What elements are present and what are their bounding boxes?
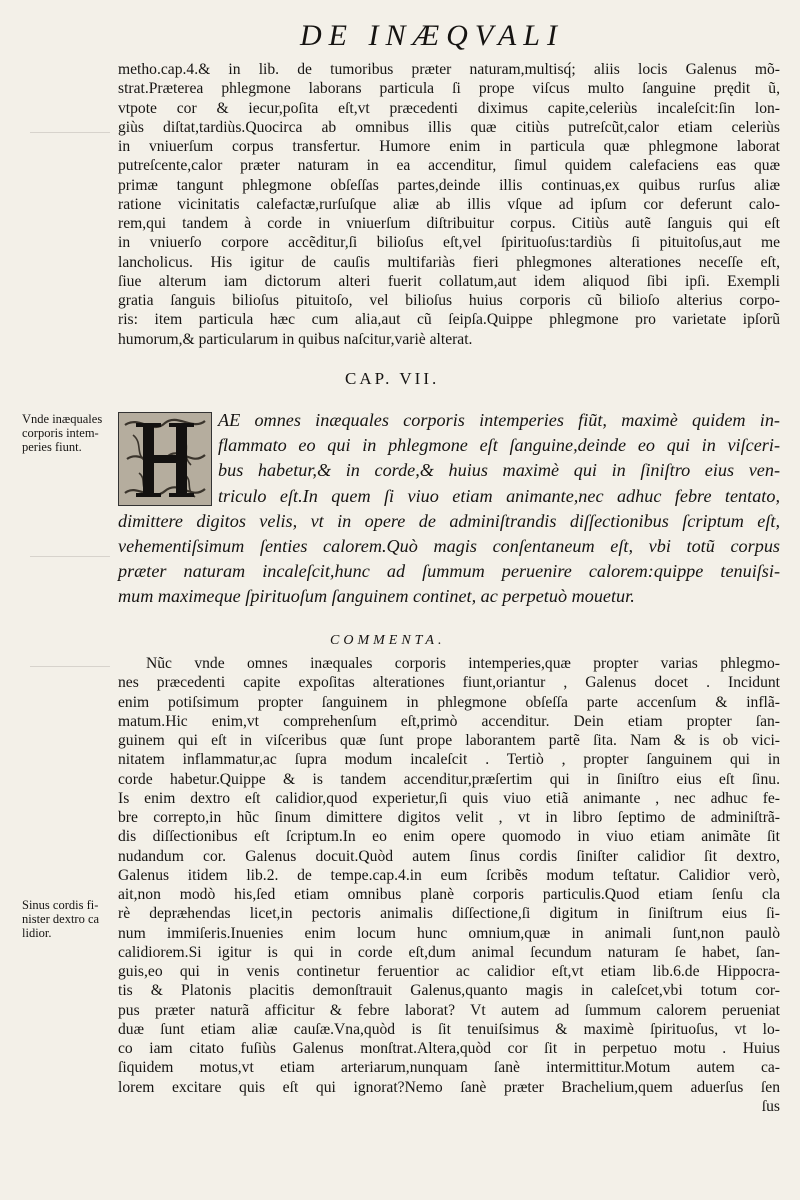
text-line: matum.Hic enim,vt comprehenſum eſt,primò accenditur. Dein etiam propter ſan- bbox=[118, 712, 780, 730]
margin-note-line: Vnde inæquales bbox=[22, 412, 103, 426]
text-line: in vniuerſum corpus transfertur. Humore enim in particula quæ phlegmone laborat bbox=[118, 138, 780, 155]
chapter-line: præter naturam incaleſcit,hunc ad ſummum peruenire calorem:quippe tenuiſsi- bbox=[118, 561, 780, 582]
text-line: strat.Præterea phlegmone laborans particula ſi prope viſcus multo ſanguine prędit ũ, bbox=[118, 80, 780, 98]
chapter-line: vehementiſsimum ſenties calorem.Quò magis conſentaneum eſt, vbi totũ corpus bbox=[118, 535, 780, 556]
text-line: gratia ſanguis bilioſus pituitoſo, vel bilioſus huius corporis cũ bilioſo alterius corpo- bbox=[118, 292, 780, 309]
text-line: ris: item particula hæc cum alia,aut cũ ſeipſa.Quippe phlegmone pro varietate ipſorũ bbox=[118, 311, 780, 329]
chapter-line: bus habetur,& in corde,& huius maximè qui in ſiniſtro eius ven- bbox=[218, 460, 780, 481]
decorated-initial-h-icon bbox=[118, 412, 212, 506]
text-line: nudandum cor. Galenus docuit.Quòd autem ſinus cordis ſiniſter calidior ſit dextro, bbox=[118, 847, 780, 865]
commentary-text bbox=[118, 654, 780, 1116]
text-line: calidiorem.Si igitur is qui in corde eſt,dum animal ſecundum naturam ſe habet, ſan- bbox=[118, 943, 780, 961]
text-line: humorum,& particularum in quibus naſcitur,variè alterat. bbox=[118, 330, 473, 348]
chapter-line: dimittere digitos velis, vt in opere de adminiſtrandis diſſectionibus ſcriptum eſt, bbox=[118, 510, 780, 531]
bleed-through bbox=[30, 556, 110, 597]
text-line: ratione vicinitatis calefactæ,rurſuſque aliæ ab illis vſque ad ipſum cor deferunt calo- bbox=[118, 195, 780, 213]
margin-note-2 bbox=[22, 898, 122, 940]
text-line: lancholicus. His igitur de cauſis multifariàs fieri phlegmones alterationes neceſſe eſt, bbox=[118, 253, 780, 271]
catchword: ſus bbox=[761, 1097, 780, 1115]
text-line: guis,eo qui in venis continetur feruentior ac calidior eſt,vt etiam lib.6.de Hippocra- bbox=[118, 963, 780, 980]
text-line: bre correpto,in hũc ſinum dimittere digitos velit , vt in libro ſeptimo de adminiſtrã- bbox=[118, 809, 780, 826]
text-line: guinem qui eſt in viſceribus quæ ſunt prope laborantem partẽ ſita. Nam & is ob vici- bbox=[118, 732, 780, 749]
text-line: nitatem inflammatur,ac ſupra modum incaleſcit . Tertiò , propter ſanguinem qui in bbox=[118, 751, 780, 769]
text-line: ſiue alterum iam dictorum alteri fuerit collatum,aut idem aliquod ſibi ipſi. Exempli bbox=[118, 272, 780, 290]
text-line: ait,non modò his,ſed etiam omnibus planè corporis particulis.Quod etiam ſenſu cla bbox=[118, 886, 780, 903]
chapter-line: AE omnes inæquales corporis intemperies fiũt, maximè quidem in- bbox=[218, 410, 780, 430]
body-text-top bbox=[118, 60, 780, 349]
bleed-through bbox=[30, 666, 110, 707]
text-line: putreſcente,calor præter naturam in ea accenditur, ſimul quidem calefaciens eas quæ bbox=[118, 157, 780, 175]
text-line: duæ ſunt etiam aliæ cauſæ.Vna,quòd is ſit tenuiſsimus & maximè ſpirituoſus, vt lo- bbox=[118, 1020, 780, 1038]
chapter-heading: CAP. VII. bbox=[345, 369, 440, 388]
text-line: Nũc vnde omnes inæquales corporis intemperies,quæ propter varias phlegmo- bbox=[146, 655, 780, 672]
chapter-line: triculo eſt.In quem ſi viuo etiam animante,nec adhuc febre tentato, bbox=[218, 485, 780, 506]
margin-note-line: lidior. bbox=[22, 926, 52, 940]
margin-note-1 bbox=[22, 412, 122, 454]
text-line: corde habetur.Quippe & is tandem accenditur,præſertim qui in ſiniſtro eius eſt ſinu. bbox=[118, 770, 780, 788]
running-head: DE INÆQVALI bbox=[300, 19, 564, 52]
margin-note-line: Sinus cordis fi- bbox=[22, 898, 99, 912]
text-line: nes præcedenti capite expoſitas alterationes fiunt,oriantur , Galenus docet . Incidunt bbox=[118, 674, 780, 692]
text-line: rè depræhendas licet,in pectoris animalis diſſectione,ſi digitum in ſiniſtrum eius ſi- bbox=[118, 905, 780, 923]
text-line: tis & Platonis placitis demonſtrauit Galenus,quanto magis in caleſcet,vbi totum cor- bbox=[118, 982, 780, 1000]
text-line: giùs diſtat,tardiùs.Quocirca ab omnibus illis quæ citiùs putreſcũt,calor etiam celeriùs bbox=[118, 118, 780, 136]
text-line: Galenus itidem lib.2. de tempe.cap.4.in eum ſcribẽs modum teſtatur. Calidior verò, bbox=[118, 866, 780, 884]
margin-note-line: peries fiunt. bbox=[22, 440, 82, 454]
text-line: co iam citato fuſiùs Galenus monſtrat.Altera,quòd cor ſit in perpetuo motu . Huius bbox=[118, 1040, 780, 1057]
text-line: ſiquidem motus,vt etiam arteriarum,nunquam ſanè intermittitur.Motum autem ca- bbox=[118, 1059, 780, 1077]
text-line: in vniuerſo corpore accẽditur,ſi bilioſus eſt,vel ſpirituoſus:tardiùs ſi pituitoſus,aut me bbox=[118, 234, 780, 252]
text-line: dis diſſectionibus eſt ſcriptum.In eo enim opere quomodo in viuo etiam animãte ſit bbox=[118, 828, 780, 846]
margin-note-line: corporis intem- bbox=[22, 426, 99, 440]
text-line: metho.cap.4.& in lib. de tumoribus præter naturam,multisq́; aliis locis Galenus mõ- bbox=[118, 61, 780, 78]
bleed-through bbox=[30, 132, 110, 193]
text-line: primæ tangunt phlegmone obſeſſas partes,deinde illis continuas,ex quibus rurſus aliæ bbox=[118, 176, 780, 194]
text-line: rem,qui tandem à corde in vniuerſum diſtribuitur corpus. Citiùs autẽ ſanguis qui eſt bbox=[118, 215, 780, 232]
text-line: enim potiſsimum propter ſanguinem in phlegmone obſeſſa parte accenſum & inflã- bbox=[118, 693, 780, 711]
text-line: pus præter naturã afficitur & febre laborat? Vt autem ad ſummum calorem perueniat bbox=[118, 1001, 780, 1019]
text-line: num immiſeris.Inuenies enim locum hunc omnium,quæ in animali ſunt,non paulò bbox=[118, 924, 780, 942]
chapter-line: flammato eo qui in phlegmone eſt ſanguine,deinde eo qui in viſceri- bbox=[218, 435, 780, 456]
chapter-text bbox=[118, 408, 780, 610]
text-line: Is enim dextro eſt calidior,quod experietur,ſi quis viuo etiã animante , nec adhuc fe- bbox=[118, 789, 780, 807]
margin-note-line: nister dextro ca bbox=[22, 912, 100, 926]
commentary-heading: COMMENTA. bbox=[330, 633, 446, 648]
text-line: lorem excitare quis eſt qui ignorat?Nemo ſanè præter Brachelium,quem aduerſus ſen bbox=[118, 1078, 780, 1096]
text-line: vtpote cor & iecur,poſita eſt,vt præcedenti diximus capite,celeriùs incaleſcit:ſin lon- bbox=[118, 99, 780, 117]
chapter-line: mum maximeque ſpirituoſum ſanguinem continet, ac perpetuò mouetur. bbox=[118, 586, 635, 607]
